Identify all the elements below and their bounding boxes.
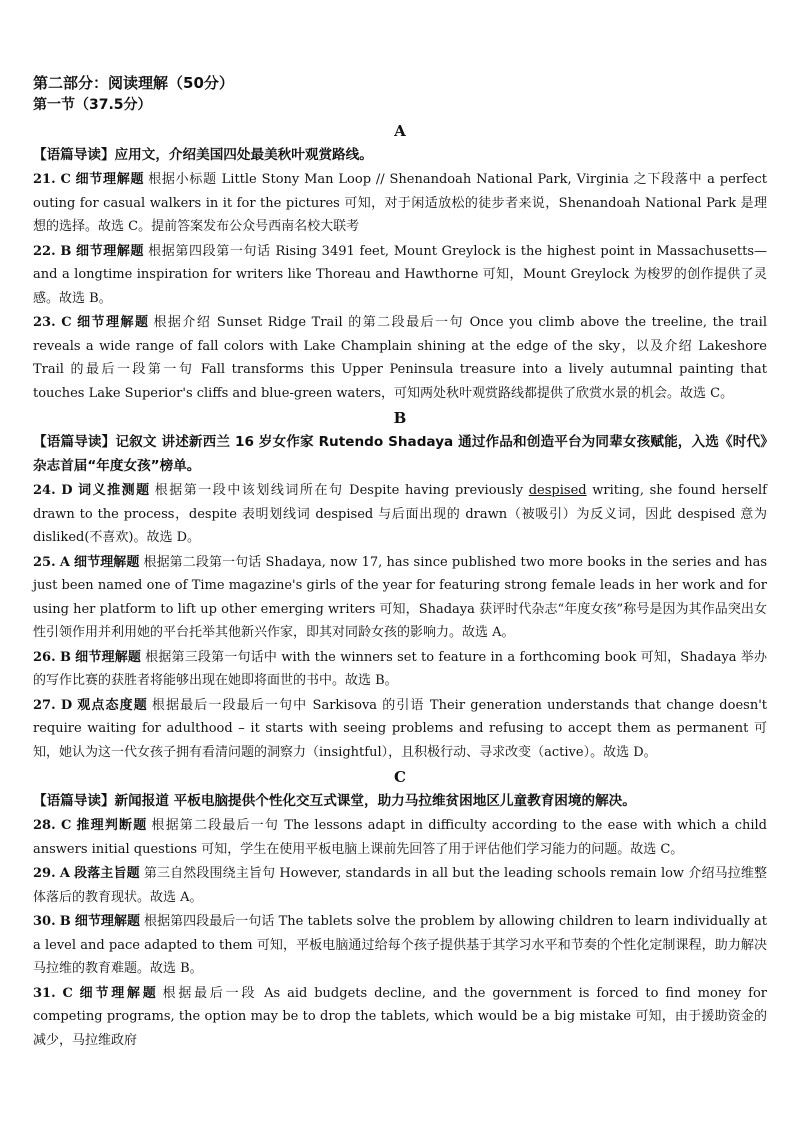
answer-item [33,862,767,909]
passage-guide: 【语篇导读】新闻报道 平板电脑提供个性化交互式课堂，助力马拉维贫困地区儿童教育困境的解决。 [33,793,636,809]
passage-b [33,407,767,764]
passage-guide: 【语篇导读】记叙文 讲述新西兰 16 岁女作家 Rutendo Shadaya 通过作品和创造平台为同辈女孩赋能，入选《时代》杂志首届“年度女孩”榜单。 [33,434,767,474]
item-explanation: 根据第三段第一句话中 with the winners set to feature in a forthcoming book 可知，Shadaya 举办的写作比赛的获胜者将能够出现在她即将面世的书中。故选 B。 [33,649,767,688]
item-explanation: 根据小标题 Little Stony Man Loop // Shenandoah National Park, Virginia 之下段落中 a perfect outing for casual walkers in it for the pictures 可知，对于闲适放松的徒步者来说，Shenandoah National Park 是理想的选择。故选 C。提前答案发布公众号西南名校大联考 [33,172,767,234]
passage-letter: B [393,409,407,427]
passage-c [33,766,767,1052]
item-number: 21. [33,172,56,187]
item-number: 30. [33,914,56,929]
item-answer: B [60,243,72,259]
item-answer: B [59,649,71,665]
underlined-word: despised [528,483,587,498]
item-type: 细节理解题 [73,554,140,570]
part-title: 第二部分：阅读理解（50分） [33,74,234,92]
item-answer: C [62,985,73,1001]
passage-letter: C [394,768,406,786]
item-answer: A [59,554,70,570]
item-number: 31. [33,985,56,1001]
item-type: 细节理解题 [75,243,145,259]
passage-letter: A [394,122,406,140]
item-number: 29. [33,866,56,881]
explanation-pre: 根据第一段中该划线词所在句 Despite having previously [154,483,529,498]
item-answer: C [60,818,72,833]
item-answer: B [59,914,71,929]
item-answer: C [60,172,71,187]
item-type: 细节理解题 [75,315,150,330]
answer-item [33,168,767,239]
item-type: 细节理解题 [74,649,142,665]
answer-item [33,694,767,765]
passage-guide: 【语篇导读】应用文，介绍美国四处最美秋叶观赏路线。 [33,147,373,163]
item-type: 推理判断题 [75,818,148,833]
answer-item [33,814,767,861]
item-answer: D [60,697,73,713]
item-explanation: 根据第四段第一句话 Rising 3491 feet, Mount Greylock is the highest point in Massachusetts—and a longtime inspiration for writers like Thoreau and Hawthorne 可知，Mount Greylock 为梭罗的创作提供了灵感。故选 B。 [33,243,768,306]
item-type: 细节理解题 [76,985,159,1001]
item-number: 27. [33,697,56,713]
item-explanation: 根据第四段最后一句话 The tablets solve the problem by allowing children to learn individually at a level and pace adapted to them 可知，平板电脑通过给每个孩子提供基于其学习水平和节奏的个性化定制课程，助力解决马拉维的教育难题。故选 B。 [33,914,767,976]
passage-a [33,120,767,405]
item-number: 22. [33,243,56,259]
answer-item [33,646,767,693]
item-number: 24. [33,483,56,498]
item-answer: C [61,315,72,330]
answer-item [33,479,767,550]
answer-item [33,910,767,981]
answer-item [33,551,767,645]
item-explanation: 根据最后一段最后一句中 Sarkisova 的引语 Their generation understands that change doesn't require waiting for adulthood – it starts with seeing problems and refusing to accept them as permanent 可知，她认为这一代女孩子拥有看清问题的洞察力（insightful），且积极行动、寻求改变（active）。故选 D。 [33,697,767,760]
item-explanation: 根据介绍 Sunset Ridge Trail 的第二段最后一句 Once you climb above the treeline, the trail reveals a wide range of fall colors with Lake Champlain shining at the edge of the sky，以及介绍 Lakeshore Trail 的最后一段第一句 Fall transforms this Upper Peninsula treasure into a lively autumnal painting that touches Lake Superior's cliffs and blue-green waters，可知两处秋叶观赏路线都提供了欣赏水景的机会。故选 C。 [33,315,767,401]
item-type: 细节理解题 [74,172,145,187]
item-answer: A [59,866,70,881]
item-number: 26. [33,649,56,665]
item-type: 细节理解题 [74,914,141,929]
item-explanation: 第三自然段围绕主旨句 However, standards in all but the leading schools remain low 介绍马拉维整体落后的教育现状。故选 A。 [33,866,767,905]
answer-item [33,240,767,311]
item-number: 23. [33,315,56,330]
item-explanation: 根据第二段最后一句 The lessons adapt in difficulty according to the ease with which a child answers initial questions 可知，学生在使用平板电脑上课前先回答了用于评估他们学习能力的问题。故选 C。 [33,818,767,857]
explanation-post: writing, she found herself drawn to the process，despite 表明划线词 despised 与后面出现的 drawn（被吸引）为反义词，因此 despised 意为 disliked(不喜欢)。故选 D。 [33,483,767,545]
item-answer: D [61,483,73,498]
answer-item [33,982,767,1053]
item-explanation: 根据最后一段 As aid budgets decline, and the government is forced to find money for competing programs, the option may be to drop the tablets, which would be a big mistake 可知，由于援助资金的减少，马拉维政府 [33,985,767,1048]
item-type: 词义推测题 [76,483,151,498]
item-number: 28. [33,818,56,833]
item-explanation: 根据第二段第一句话 Shadaya, now 17, has since published two more books in the series and has just been named one of Time magazine's girls of the year for featuring strong female leads in her work and for using her platform to lift up other emerging writers 可知，Shadaya 获评时代杂志“年度女孩”称号是因为其作品突出女性引领作用并利用她的平台托举其他新兴作家，即其对同龄女孩的影响力。故选 A。 [33,554,768,640]
answer-item [33,311,767,405]
section-title: 第一节（37.5分） [33,97,152,113]
item-type: 观点态度题 [76,697,148,713]
item-number: 25. [33,554,56,570]
item-type: 段落主旨题 [74,866,140,881]
